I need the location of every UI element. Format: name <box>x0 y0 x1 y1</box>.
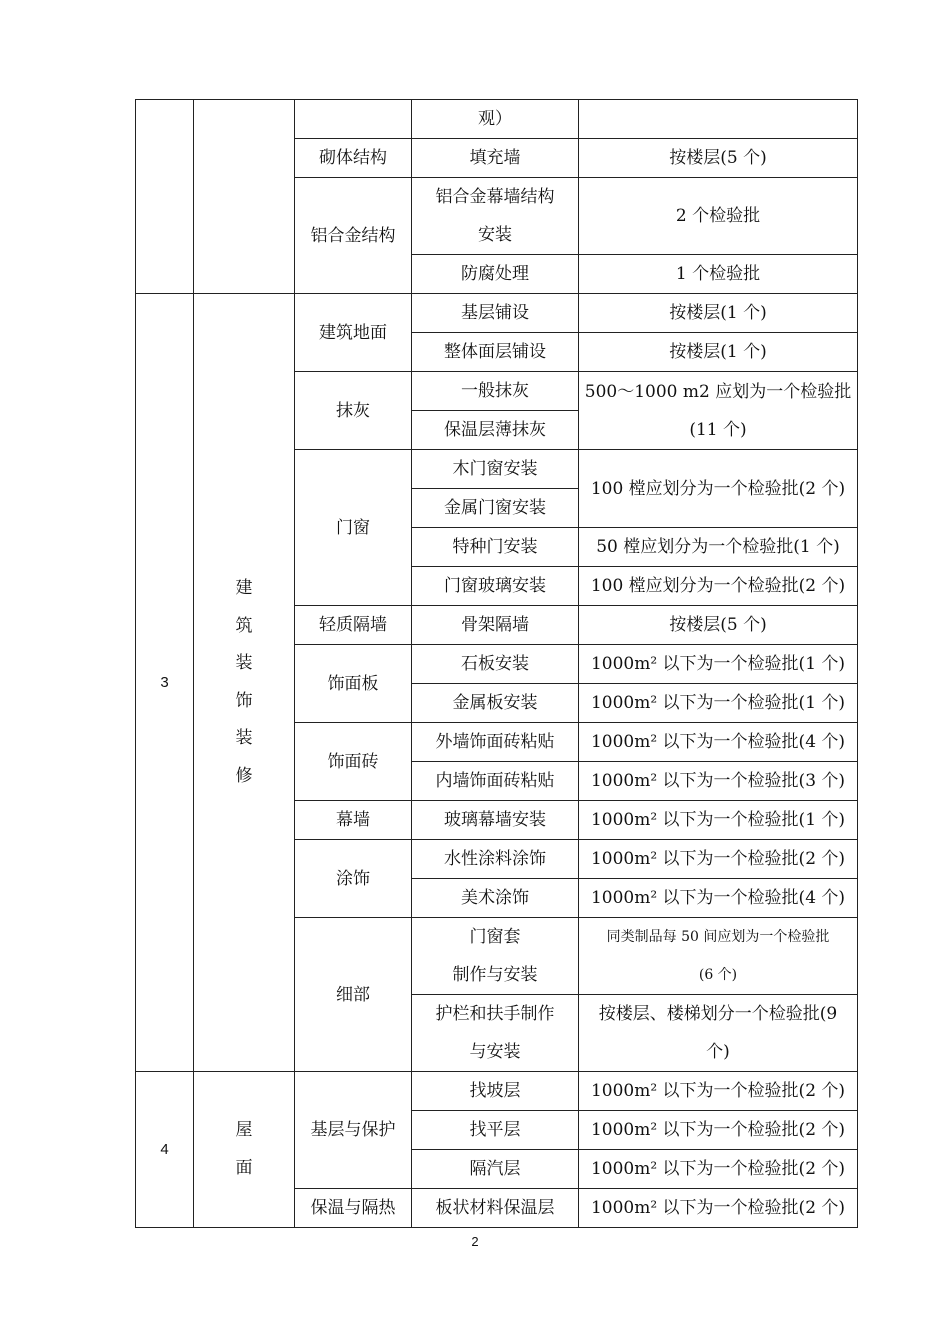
subsection-cell <box>295 100 412 139</box>
item-cell: 木门窗安装 <box>412 450 579 489</box>
item-cell: 一般抹灰 <box>412 372 579 411</box>
item-cell: 填充墙 <box>412 139 579 178</box>
subsection-cell: 饰面板 <box>295 645 412 723</box>
subsection-cell: 铝合金结构 <box>295 178 412 294</box>
batch-cell: 2 个检验批 <box>579 178 858 255</box>
item-cell: 观） <box>412 100 579 139</box>
item-cell: 玻璃幕墙安装 <box>412 801 579 840</box>
batch-line: 按楼层、楼梯划分一个检验批(9 <box>598 1004 838 1024</box>
section-name-char: 修 <box>235 765 253 786</box>
item-cell: 美术涂饰 <box>412 879 579 918</box>
item-line: 门窗套 <box>469 927 521 947</box>
section-name-char: 筑 <box>235 615 253 636</box>
item-cell: 找平层 <box>412 1111 579 1150</box>
section-name-cell <box>194 294 295 1072</box>
batch-line: (11 个) <box>689 419 747 440</box>
batch-cell <box>579 918 858 995</box>
batch-cell: 1000m² 以下为一个检验批(3 个) <box>579 762 858 801</box>
subsection-cell: 门窗 <box>295 450 412 606</box>
item-cell: 骨架隔墙 <box>412 606 579 645</box>
section-number-cell: 3 <box>136 294 194 1072</box>
batch-cell: 1000m² 以下为一个检验批(4 个) <box>579 723 858 762</box>
item-cell: 防腐处理 <box>412 255 579 294</box>
batch-cell: 1000m² 以下为一个检验批(2 个) <box>579 840 858 879</box>
batch-cell: 按楼层(1 个) <box>579 294 858 333</box>
item-cell: 金属门窗安装 <box>412 489 579 528</box>
batch-line: 个) <box>706 1042 730 1062</box>
item-cell: 整体面层铺设 <box>412 333 579 372</box>
section-name-vertical <box>236 1112 253 1187</box>
subsection-cell: 饰面砖 <box>295 723 412 801</box>
batch-cell: 1000m² 以下为一个检验批(2 个) <box>579 1150 858 1189</box>
batch-cell <box>579 995 858 1072</box>
batch-cell: 1000m² 以下为一个检验批(2 个) <box>579 1111 858 1150</box>
item-cell: 外墙饰面砖粘贴 <box>412 723 579 762</box>
batch-cell: 50 樘应划分为一个检验批(1 个) <box>579 528 858 567</box>
batch-cell: 按楼层(5 个) <box>579 139 858 178</box>
table-row <box>136 294 858 333</box>
page-number: 2 <box>471 1234 479 1249</box>
batch-cell: 1000m² 以下为一个检验批(2 个) <box>579 1072 858 1111</box>
batch-cell: 1000m² 以下为一个检验批(1 个) <box>579 684 858 723</box>
item-cell: 金属板安装 <box>412 684 579 723</box>
section-name-char: 面 <box>235 1157 253 1178</box>
batch-cell: 按楼层(1 个) <box>579 333 858 372</box>
batch-line: 同类制品每 50 间应划为一个检验批 <box>606 929 830 945</box>
item-cell <box>412 918 579 995</box>
batch-cell: 1000m² 以下为一个检验批(4 个) <box>579 879 858 918</box>
item-cell: 门窗玻璃安装 <box>412 567 579 606</box>
batch-cell: 按楼层(5 个) <box>579 606 858 645</box>
item-cell: 石板安装 <box>412 645 579 684</box>
batch-cell <box>579 100 858 139</box>
section-name-char: 装 <box>235 728 253 748</box>
item-line: 与安装 <box>469 1042 521 1062</box>
batch-cell: 1000m² 以下为一个检验批(2 个) <box>579 1189 858 1228</box>
subsection-cell: 抹灰 <box>295 372 412 450</box>
item-cell: 板状材料保温层 <box>412 1189 579 1228</box>
batch-cell: 100 樘应划分为一个检验批(2 个) <box>579 450 858 528</box>
section-name-char: 饰 <box>235 690 253 711</box>
subsection-cell: 幕墙 <box>295 801 412 840</box>
inspection-batch-table <box>135 99 858 1228</box>
subsection-cell: 轻质隔墙 <box>295 606 412 645</box>
subsection-cell: 涂饰 <box>295 840 412 918</box>
section-number-cell <box>136 100 194 294</box>
item-cell <box>412 995 579 1072</box>
batch-cell: 1 个检验批 <box>579 255 858 294</box>
section-name-char: 屋 <box>235 1120 253 1140</box>
batch-cell <box>579 372 858 450</box>
subsection-cell: 建筑地面 <box>295 294 412 372</box>
item-cell: 水性涂料涂饰 <box>412 840 579 879</box>
section-name-vertical <box>236 570 253 795</box>
section-name-char: 建 <box>235 578 253 598</box>
subsection-cell: 细部 <box>295 918 412 1072</box>
subsection-cell: 基层与保护 <box>295 1072 412 1189</box>
batch-cell: 100 樘应划分为一个检验批(2 个) <box>579 567 858 606</box>
item-cell: 隔汽层 <box>412 1150 579 1189</box>
subsection-cell: 保温与隔热 <box>295 1189 412 1228</box>
item-line: 护栏和扶手制作 <box>435 1004 555 1024</box>
item-cell: 铝合金幕墙结构安装 <box>412 178 579 255</box>
section-name-cell <box>194 100 295 294</box>
section-number-cell: 4 <box>136 1072 194 1228</box>
item-line: 制作与安装 <box>452 965 538 985</box>
section-name-char: 装 <box>235 653 253 673</box>
batch-line: 500～1000 m2 应划为一个检验批 <box>584 381 852 402</box>
batch-cell: 1000m² 以下为一个检验批(1 个) <box>579 801 858 840</box>
item-cell: 特种门安装 <box>412 528 579 567</box>
item-cell: 找坡层 <box>412 1072 579 1111</box>
subsection-cell: 砌体结构 <box>295 139 412 178</box>
batch-line: (6 个) <box>698 967 738 983</box>
table-row <box>136 1072 858 1111</box>
table-row <box>136 100 858 139</box>
item-cell: 保温层薄抹灰 <box>412 411 579 450</box>
section-name-cell <box>194 1072 295 1228</box>
item-cell: 内墙饰面砖粘贴 <box>412 762 579 801</box>
item-cell: 基层铺设 <box>412 294 579 333</box>
batch-cell: 1000m² 以下为一个检验批(1 个) <box>579 645 858 684</box>
